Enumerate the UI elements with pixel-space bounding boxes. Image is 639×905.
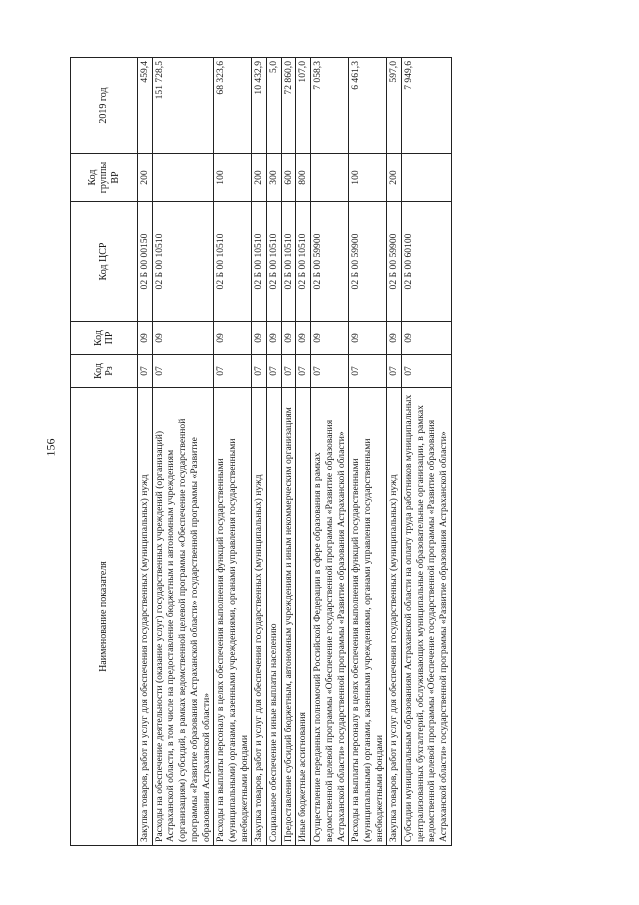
row-name: Расходы на выплаты персоналу в целях обеспечения выполнения функций государственными (муниципальными) органами, казенными учреждениями, органами управления государственными внебюджетными фондами — [349, 388, 387, 846]
row-amount: 7 058,3 — [311, 58, 349, 154]
row-pr: 09 — [296, 322, 311, 355]
table-row — [281, 58, 296, 846]
row-vr — [152, 154, 214, 202]
row-vr: 300 — [267, 154, 282, 202]
row-csr: 02 Б 00 10510 — [281, 202, 296, 322]
row-amount: 72 860,0 — [281, 58, 296, 154]
row-name: Расходы на выплаты персоналу в целях обеспечения выполнения функций государственными (муниципальными) органами, казенными учреждениями, органами управления государственными внебюджетными фондами — [214, 388, 252, 846]
row-csr: 02 Б 00 10510 — [252, 202, 267, 322]
row-csr: 02 Б 00 10510 — [152, 202, 214, 322]
row-rz: 07 — [252, 355, 267, 388]
row-vr: 100 — [214, 154, 252, 202]
row-csr: 02 Б 00 10510 — [296, 202, 311, 322]
row-vr: 200 — [138, 154, 153, 202]
row-name: Закупка товаров, работ и услуг для обеспечения государственных (муниципальных) нужд — [252, 388, 267, 846]
table-row — [402, 58, 452, 846]
row-vr — [311, 154, 349, 202]
table-row — [152, 58, 214, 846]
row-vr: 200 — [387, 154, 402, 202]
budget-table — [70, 57, 452, 846]
row-pr: 09 — [387, 322, 402, 355]
row-rz: 07 — [349, 355, 387, 388]
row-amount: 7 949,6 — [402, 58, 452, 154]
row-pr: 09 — [402, 322, 452, 355]
row-vr: 800 — [296, 154, 311, 202]
row-rz: 07 — [281, 355, 296, 388]
table-header-row — [71, 58, 138, 846]
row-name: Закупка товаров, работ и услуг для обеспечения государственных (муниципальных) нужд — [387, 388, 402, 846]
row-name: Осуществление переданных полномочий Российской Федерации в сфере образования в рамках ведомственной целевой программы «Обеспечение государственной программы «Развитие образования Астраханской области» государственной программы «Развитие образования Астраханской области» — [311, 388, 349, 846]
row-csr: 02 Б 00 10510 — [267, 202, 282, 322]
row-amount: 107,0 — [296, 58, 311, 154]
row-pr: 09 — [311, 322, 349, 355]
row-amount: 10 432,9 — [252, 58, 267, 154]
table-row — [387, 58, 402, 846]
row-name: Расходы на обеспечение деятельности (оказание услуг) государственных учреждений (организаций) Астраханской области, в том числе на предоставление бюджетным и автономным учреждениям (организациям) субсидий, в рамках ведомственной целевой программы «Обеспечение государственной программы «Развитие образования Астраханской области» государственной программы «Развитие образования Астраханской области» — [152, 388, 214, 846]
row-rz: 07 — [138, 355, 153, 388]
row-pr: 09 — [281, 322, 296, 355]
row-amount: 459,4 — [138, 58, 153, 154]
page-number: 156 — [43, 438, 58, 457]
row-pr: 09 — [214, 322, 252, 355]
row-amount: 597,0 — [387, 58, 402, 154]
table-row — [252, 58, 267, 846]
row-rz: 07 — [296, 355, 311, 388]
row-rz: 07 — [152, 355, 214, 388]
header-name: Наименование показателя — [71, 388, 138, 846]
row-pr: 09 — [138, 322, 153, 355]
row-name: Закупка товаров, работ и услуг для обеспечения государственных (муниципальных) нужд — [138, 388, 153, 846]
table-row — [349, 58, 387, 846]
row-pr: 09 — [252, 322, 267, 355]
row-amount: 68 323,6 — [214, 58, 252, 154]
row-csr: 02 Б 00 10510 — [214, 202, 252, 322]
row-name: Субсидии муниципальным образованиям Астраханской области на оплату труда работников муниципальных централизованных бухгалтерий, обслуживающих муниципальные образовательные организации, в рамках ведомственной целевой программы «Обеспечение государственной программы «Развитие образования Астраханской области» государственной программы «Развитие образования Астраханской области» — [402, 388, 452, 846]
header-year: 2019 год — [71, 58, 138, 154]
table-row — [296, 58, 311, 846]
header-vr: Код группы ВР — [71, 154, 138, 202]
row-rz: 07 — [387, 355, 402, 388]
header-csr: Код ЦСР — [71, 202, 138, 322]
table-row — [138, 58, 153, 846]
row-name: Предоставление субсидий бюджетным, автономным учреждениям и иным некоммерческим организациям — [281, 388, 296, 846]
row-pr: 09 — [349, 322, 387, 355]
row-rz: 07 — [402, 355, 452, 388]
row-vr: 200 — [252, 154, 267, 202]
row-vr — [402, 154, 452, 202]
row-rz: 07 — [267, 355, 282, 388]
row-csr: 02 Б 00 59900 — [311, 202, 349, 322]
row-amount: 5,0 — [267, 58, 282, 154]
table-row — [311, 58, 349, 846]
row-csr: 02 Б 00 59900 — [387, 202, 402, 322]
table-row — [267, 58, 282, 846]
rotated-table-sheet — [70, 58, 528, 846]
header-rz: Код Рз — [71, 355, 138, 388]
row-vr: 600 — [281, 154, 296, 202]
row-amount: 6 461,3 — [349, 58, 387, 154]
row-rz: 07 — [311, 355, 349, 388]
row-csr: 02 Б 00 60100 — [402, 202, 452, 322]
row-vr: 100 — [349, 154, 387, 202]
row-csr: 02 Б 00 59900 — [349, 202, 387, 322]
row-rz: 07 — [214, 355, 252, 388]
row-name: Социальное обеспечение и иные выплаты населению — [267, 388, 282, 846]
row-amount: 151 728,5 — [152, 58, 214, 154]
header-pr: Код ПР — [71, 322, 138, 355]
row-pr: 09 — [267, 322, 282, 355]
row-name: Иные бюджетные ассигнования — [296, 388, 311, 846]
row-pr: 09 — [152, 322, 214, 355]
table-row — [214, 58, 252, 846]
row-csr: 02 Б 00 00150 — [138, 202, 153, 322]
